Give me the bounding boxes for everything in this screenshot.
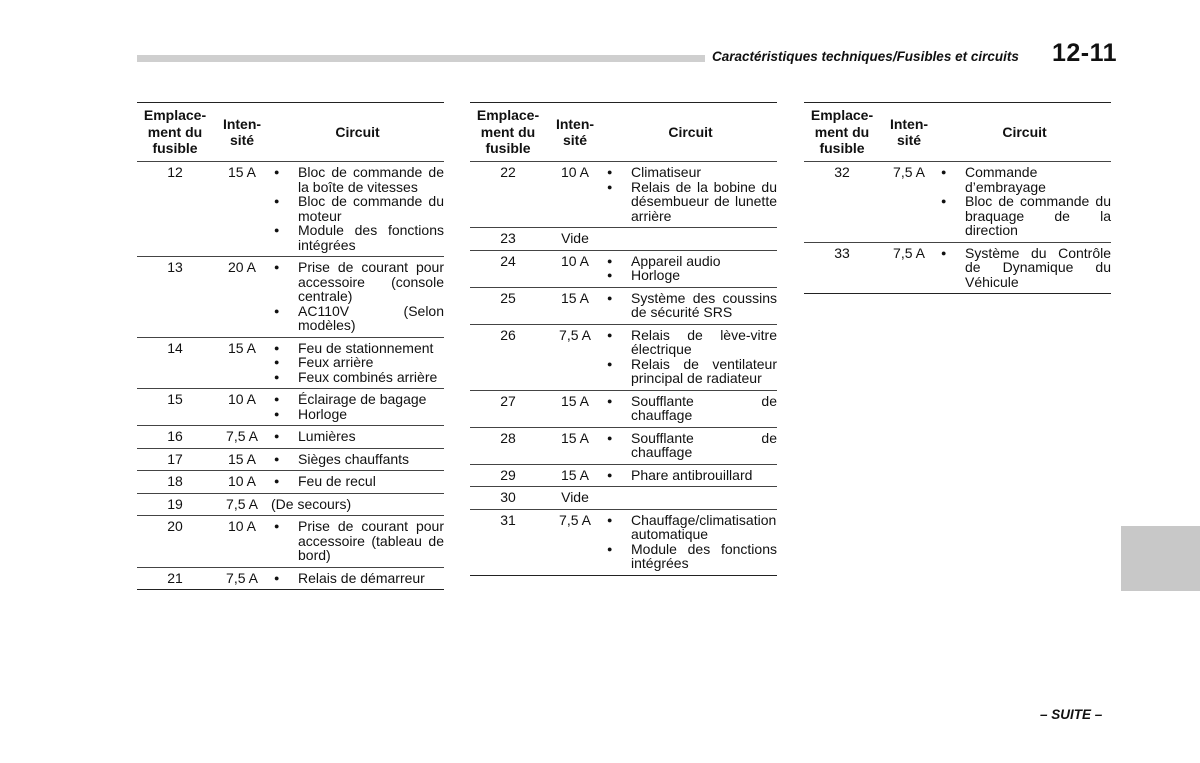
fuse-row — [470, 487, 777, 510]
fuse-amperage: 20 A — [213, 257, 271, 338]
fuse-circuits — [271, 471, 444, 494]
fuse-row — [470, 464, 777, 487]
header-row — [470, 103, 777, 162]
fuse-amperage: 15 A — [546, 464, 604, 487]
fuse-table-3 — [804, 102, 1111, 294]
fuse-location: 12 — [137, 162, 213, 257]
circuit-item: ● Éclairage de bagage — [271, 392, 444, 407]
fuse-circuits — [604, 324, 777, 390]
circuit-item: ● Lumières — [271, 429, 444, 444]
page-header-title: Caractéristiques techniques/Fusibles et circuits — [712, 49, 1019, 64]
fuse-row — [470, 162, 777, 228]
circuit-item: ● Horloge — [271, 407, 444, 422]
fuse-location: 27 — [470, 390, 546, 427]
circuit-item: ● Soufflante de chauffage — [604, 394, 777, 423]
fuse-circuits — [604, 464, 777, 487]
fuse-row — [137, 471, 444, 494]
fuse-location: 25 — [470, 287, 546, 324]
circuit-item: ● Climatiseur — [604, 165, 777, 180]
circuit-item: ● Feux combinés arrière — [271, 370, 444, 385]
fuse-location: 31 — [500, 511, 516, 528]
circuit-list — [604, 513, 777, 571]
circuit-list — [271, 571, 444, 586]
fuse-row — [137, 493, 444, 516]
circuit-list — [938, 246, 1111, 290]
page-number: 12-11 — [1052, 39, 1118, 67]
fuse-row — [137, 426, 444, 449]
fuse-row — [137, 448, 444, 471]
fuse-amperage: 15 A — [546, 390, 604, 427]
fuse-circuits — [271, 389, 444, 426]
fuse-amperage: 7,5 A — [213, 493, 271, 516]
circuit-item: ● Feux arrière — [271, 355, 444, 370]
circuit-item: ● AC110V (Selon modèles) — [271, 304, 444, 333]
header-row — [137, 103, 444, 162]
fuse-location: 30 — [470, 487, 546, 510]
circuit-item: ● Feu de recul — [271, 474, 444, 489]
fuse-amperage: 10 A — [213, 389, 271, 426]
fuse-row — [137, 389, 444, 426]
circuit-list — [604, 431, 777, 460]
fuse-row — [804, 242, 1111, 294]
fuse-row — [470, 509, 777, 575]
fuse-amperage: 7,5 A — [880, 162, 938, 243]
fuse-circuits — [271, 567, 444, 590]
fuse-row — [137, 257, 444, 338]
circuit-item: ● Bloc de commande de la boîte de vitesses — [271, 165, 444, 194]
fuse-location: 21 — [167, 569, 183, 586]
circuit-list — [604, 468, 777, 483]
circuit-item: ● Sièges chauffants — [271, 452, 444, 467]
circuit-item: ● Système des coussins de sécurité SRS — [604, 291, 777, 320]
fuse-amperage: 15 A — [213, 337, 271, 389]
circuit-item: ● Appareil audio — [604, 254, 777, 269]
fuse-row — [137, 567, 444, 590]
fuse-row — [470, 324, 777, 390]
circuit-list — [604, 165, 777, 223]
fuse-circuits — [271, 426, 444, 449]
fuse-row — [470, 228, 777, 251]
fuse-circuits — [604, 390, 777, 427]
circuit-list — [271, 519, 444, 563]
column-header-location: Emplace- ment du fusible — [804, 103, 880, 162]
fuse-circuits — [271, 493, 444, 516]
circuit-list — [938, 165, 1111, 238]
circuit-list — [271, 392, 444, 421]
fuse-amperage: 7,5 A — [213, 426, 271, 449]
fuse-amperage: 15 A — [546, 287, 604, 324]
circuit-item: ● Soufflante de chauffage — [604, 431, 777, 460]
fuse-circuits — [604, 427, 777, 464]
fuse-row — [470, 287, 777, 324]
fuse-row — [470, 250, 777, 287]
fuse-row — [804, 162, 1111, 243]
fuse-location: 15 — [137, 389, 213, 426]
fuse-row — [137, 516, 444, 568]
fuse-circuits — [271, 337, 444, 389]
fuse-location: 26 — [470, 324, 546, 390]
fuse-row — [470, 427, 777, 464]
fuse-circuits — [938, 242, 1111, 294]
fuse-location: 32 — [804, 162, 880, 243]
fuse-circuits — [271, 162, 444, 257]
column-header-location: Emplace- ment du fusible — [470, 103, 546, 162]
circuit-item: ● Phare antibrouillard — [604, 468, 777, 483]
circuit-item: ● Horloge — [604, 268, 777, 283]
fuse-circuits — [604, 287, 777, 324]
fuse-table-1 — [137, 102, 444, 590]
fuse-amperage: 7,5 A — [893, 244, 925, 261]
fuse-circuits — [271, 257, 444, 338]
column-header-amperage: Inten- sité — [213, 103, 271, 162]
circuit-list — [271, 260, 444, 333]
header-rule — [137, 55, 705, 62]
fuse-location: 20 — [137, 516, 213, 568]
fuse-location: 29 — [470, 464, 546, 487]
fuse-location: 19 — [137, 493, 213, 516]
fuse-amperage: 10 A — [213, 471, 271, 494]
fuse-location: 13 — [137, 257, 213, 338]
circuit-item: ● Système du Contrôle de Dynamique du Véhicule — [938, 246, 1111, 290]
fuse-location: 22 — [470, 162, 546, 228]
fuse-circuits — [271, 516, 444, 568]
fuse-amperage: 10 A — [546, 162, 604, 228]
fuse-location: 18 — [137, 471, 213, 494]
circuit-item: ● Commande d’embrayage — [938, 165, 1111, 194]
circuit-list — [271, 341, 444, 385]
circuit-list — [271, 429, 444, 444]
circuit-item: ● Relais de la bobine du désembueur de lunette arrière — [604, 180, 777, 224]
column-header-circuit: Circuit — [271, 103, 444, 162]
fuse-amperage: Vide — [546, 228, 604, 251]
circuit-item: ● Relais de lève-vitre électrique — [604, 328, 777, 357]
fuse-amperage: 10 A — [213, 516, 271, 568]
circuit-item: ● Prise de courant pour accessoire (console centrale) — [271, 260, 444, 304]
fuse-location: 23 — [470, 228, 546, 251]
circuit-item: ● Relais de démarreur — [271, 571, 444, 586]
fuse-amperage: 7,5 A — [546, 324, 604, 390]
fuse-amperage: Vide — [546, 487, 604, 510]
circuit-note: (De secours) — [271, 495, 352, 512]
circuit-item: ● Bloc de commande du moteur — [271, 194, 444, 223]
fuse-circuits — [604, 162, 777, 228]
fuse-amperage: 7,5 A — [226, 569, 258, 586]
circuit-list — [604, 328, 777, 386]
fuse-circuits — [604, 250, 777, 287]
fuse-amperage: 10 A — [546, 250, 604, 287]
fuse-row — [137, 162, 444, 257]
column-header-circuit: Circuit — [938, 103, 1111, 162]
fuse-amperage: 15 A — [213, 162, 271, 257]
circuit-item: ● Feu de stationnement — [271, 341, 444, 356]
column-header-circuit: Circuit — [604, 103, 777, 162]
fuse-amperage: 15 A — [546, 427, 604, 464]
fuse-circuits — [938, 162, 1111, 243]
fuse-location: 16 — [137, 426, 213, 449]
fuse-row — [137, 337, 444, 389]
circuit-list — [271, 452, 444, 467]
circuit-item: ● Bloc de commande du braquage de la direction — [938, 194, 1111, 238]
column-header-amperage: Inten- sité — [880, 103, 938, 162]
circuit-list — [271, 165, 444, 252]
circuit-item: ● Chauffage/climatisation automatique — [604, 513, 777, 542]
column-header-location: Emplace- ment du fusible — [137, 103, 213, 162]
fuse-location: 17 — [137, 448, 213, 471]
circuit-list — [604, 394, 777, 423]
fuse-location: 33 — [834, 244, 850, 261]
fuse-table-2 — [470, 102, 777, 576]
fuse-circuits — [604, 487, 777, 510]
circuit-list — [604, 254, 777, 283]
fuse-circuits — [604, 509, 777, 575]
circuit-item: ● Prise de courant pour accessoire (tableau de bord) — [271, 519, 444, 563]
fuse-circuits — [271, 448, 444, 471]
fuse-row — [470, 390, 777, 427]
fuse-location: 14 — [137, 337, 213, 389]
fuse-circuits — [604, 228, 777, 251]
circuit-item: ● Relais de ventilateur principal de radiateur — [604, 357, 777, 386]
fuse-location: 28 — [470, 427, 546, 464]
chapter-tab — [1121, 526, 1200, 591]
circuit-list — [271, 474, 444, 489]
circuit-list — [604, 291, 777, 320]
circuit-item: ● Module des fonctions intégrées — [271, 223, 444, 252]
fuse-location: 24 — [470, 250, 546, 287]
fuse-amperage: 15 A — [213, 448, 271, 471]
circuit-item: ● Module des fonctions intégrées — [604, 542, 777, 571]
fuse-amperage: 7,5 A — [559, 511, 591, 528]
continued-footer: – SUITE – — [1040, 707, 1103, 722]
header-row — [804, 103, 1111, 162]
column-header-amperage: Inten- sité — [546, 103, 604, 162]
